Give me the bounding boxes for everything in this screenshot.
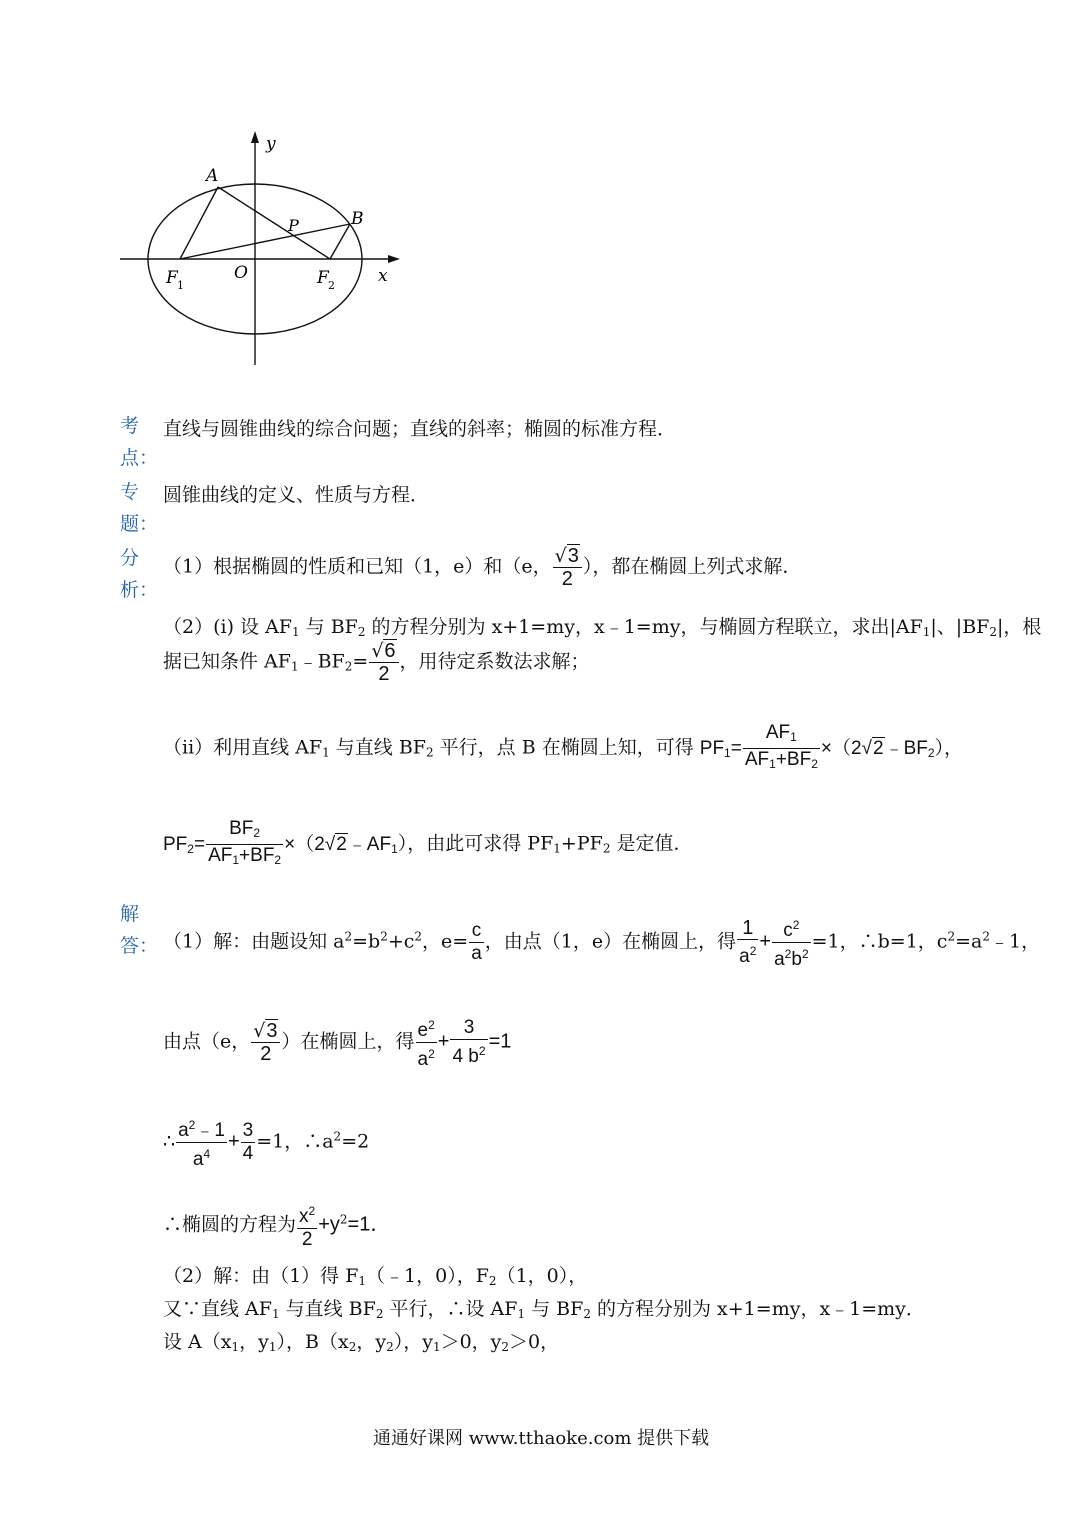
fenxi-line4: （ii）利用直线 $AF_1$ 与直线 $BF_2$ 平行，点 B 在椭圆上知，可得 $PF_1=$ $\frac{AF_1}{AF_1+BF_2}$ $\times(2√2﹣BF_2)$， [163, 722, 963, 775]
fenxi-line5: $PF_2=$ $\frac{BF_2}{AF_1+BF_2}$ $\times(2√2﹣AF_1)$，由此可求得 $PF_1+PF_2$ 是定值． [163, 818, 693, 871]
ellipse-figure [110, 125, 410, 370]
zhuanti-text: 圆锥曲线的定义、性质与方程． [163, 484, 430, 506]
fenxi-line1: （1）根据椭圆的性质和已知（1，e）和（e， $\frac{√3}{2}$ ），都在椭圆上列式求解． [163, 545, 802, 590]
jieda-line3: ∴ $\frac{a^2﹣1}{a^4}$ + $\frac{3}{4}$ =1，$\therefore a^2=2$ [163, 1118, 370, 1170]
x-axis-arrow-icon [388, 255, 400, 263]
label-jieda: 解 答： [120, 903, 159, 957]
pf2-expr: $PF_2=$ $\frac{BF_2}{AF_1+BF_2}$ $\times(2√2﹣AF_1$ [163, 834, 398, 855]
label-x: x [378, 266, 388, 286]
label-O: O [234, 263, 248, 283]
label-F2-sub: 2 [328, 279, 335, 292]
jieda-line1: （1）解：由题设知 $a^2=b^2+c^2$，e= $\frac{c}{a}$ ，由点（1，e）在椭圆上，得 $\frac{1}{a^2}$ + $\frac{c^2}{a^2b^2}$ =1，∴b=1，$c^2=a^2﹣1$， [163, 917, 1041, 970]
label-y: y [266, 134, 276, 154]
jieda-line7: 设 $A(x_1$，$y_1$），$B(x_2$，$y_2$），$y_1>0$，$y_2>0$， [163, 1331, 560, 1354]
segment-BF2 [330, 224, 350, 259]
label-fenxi: 分 析： [120, 547, 159, 601]
segment-BF1 [180, 224, 350, 259]
kaodian-text: 直线与圆锥曲线的综合问题；直线的斜率；椭圆的标准方程． [163, 418, 677, 440]
jieda-line2: 由点（e， $\frac{√3}{2}$ ）在椭圆上，得 $\frac{e^2}{a^2}$ + $\frac{3}{4 b^2}$ =1 [163, 1017, 512, 1070]
pf1-expr: $PF_1=$ $\frac{AF_1}{AF_1+BF_2}$ $\times(2√2﹣BF_2)$， [700, 738, 963, 759]
footer: 通通好课网 www.tthaoke.com 提供下载 [373, 1428, 710, 1449]
label-P: P [288, 216, 299, 235]
jieda-line4: ∴椭圆的方程为 $\frac{x^2}{2}$ $+y^2=1$． [163, 1204, 391, 1250]
label-F1: F [166, 268, 178, 288]
label-F2: F [317, 268, 329, 288]
label-F1-sub: 1 [177, 279, 184, 292]
jieda-line5: （2）解：由（1）得 $F_1(﹣1$，0），$F_2(1$，0）， [163, 1265, 588, 1288]
label-A: A [206, 166, 219, 186]
jieda-line6: 又∵直线 $AF_1$ 与直线 $BF_2$ 平行，∴设 $AF_1$ 与 $BF_2$ 的方程分别为 x+1=my，x﹣1=my． [163, 1298, 925, 1321]
segment-AF1 [180, 187, 218, 259]
frac-sqrt3-over-2: $\frac{√3}{2}$ [553, 545, 582, 590]
label-kaodian: 考 点： [120, 415, 159, 469]
label-zhuanti: 专 题： [120, 481, 159, 535]
y-axis-arrow-icon [251, 131, 259, 143]
fenxi-line2: （2）(i) 设 $AF_1$ 与 $BF_2$ 的方程分别为 x+1=my，x﹣1=my，与椭圆方程联立，求出$|AF_1|$、$|BF_2|$，根 [163, 616, 1042, 639]
frac-sqrt6-over-2: $\frac{√6}{2}$ [369, 640, 398, 685]
label-B: B [351, 209, 364, 229]
fenxi-line3: 据已知条件 $AF_1﹣BF_2=$ $\frac{√6}{2}$ ，用待定系数法求解； [163, 640, 590, 685]
